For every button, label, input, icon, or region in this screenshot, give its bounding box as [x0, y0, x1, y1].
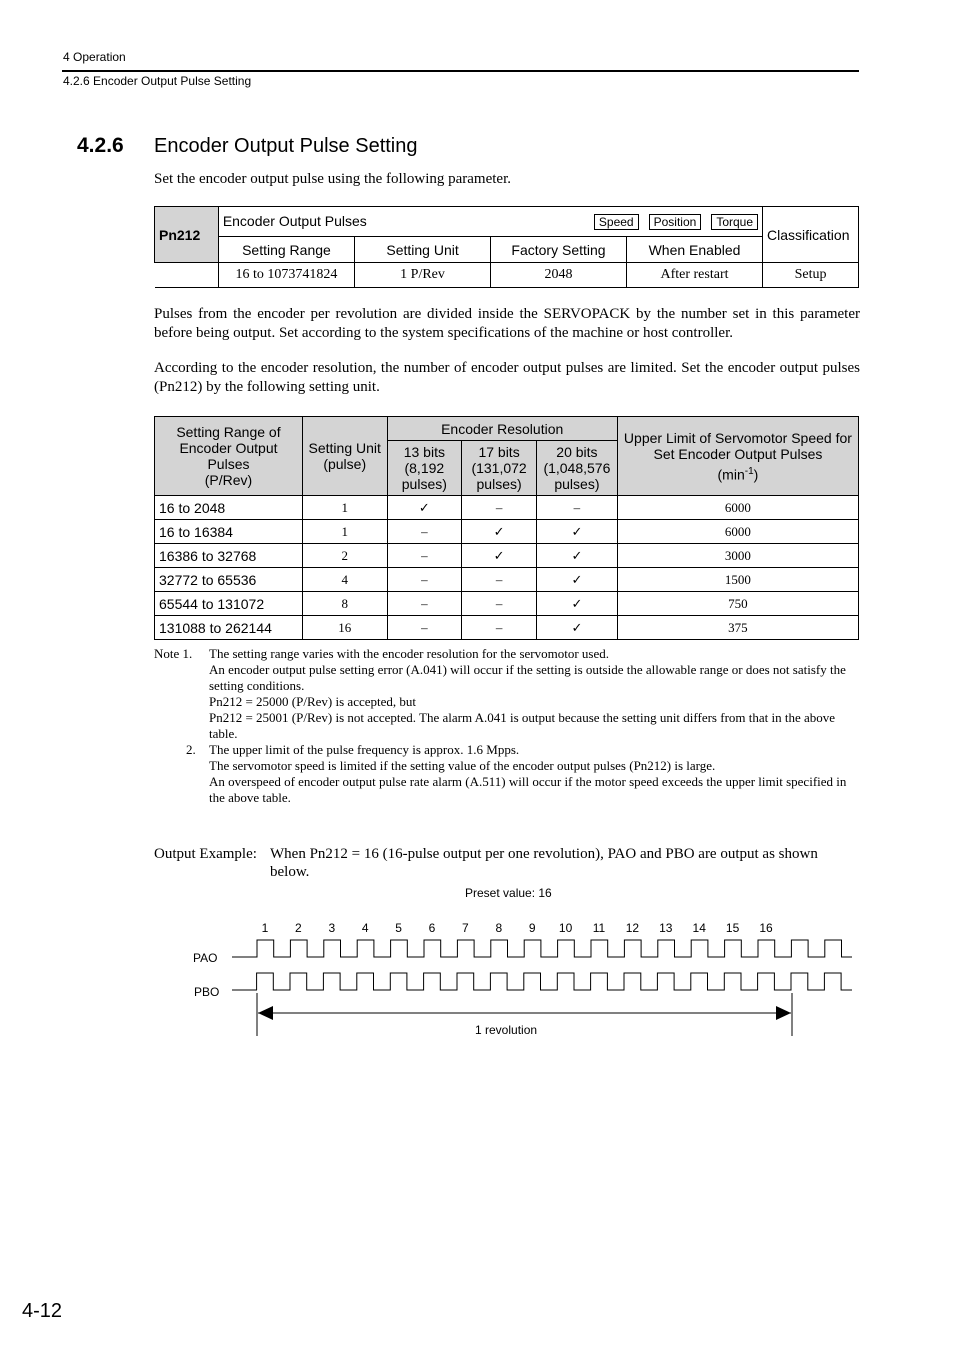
header-17bits: 17 bits (131,072 pulses): [462, 441, 537, 496]
encoder-range-table: [154, 416, 859, 640]
pulse-number: 12: [625, 921, 640, 935]
badge-speed: Speed: [594, 214, 639, 230]
pao-label: PAO: [193, 951, 218, 965]
table-row: 32772 to 65536 4 – – ✓ 1500: [155, 568, 859, 592]
pulse-number: 7: [462, 921, 469, 935]
header-when-enabled: When Enabled: [626, 237, 762, 263]
param-name-cell: [218, 207, 762, 237]
running-header-section: 4.2.6 Encoder Output Pulse Setting: [63, 74, 252, 88]
header-range: Setting Range of Encoder Output Pulses (P/Rev): [155, 417, 303, 496]
table-row: 16386 to 32768 2 – ✓ ✓ 3000: [155, 544, 859, 568]
value-setting-range: 16 to 1073741824: [218, 263, 354, 288]
pulse-number: 1: [261, 921, 269, 935]
note-1: Note 1. The setting range varies with the encoder resolution for the servomotor used. An encoder output pulse setting error (A.041) will occur if the setting is outside the allowable range or does not satisfy the setting conditions. Pn212 = 25000 (P/Rev) is accepted, but Pn212 = 25001 (P/Rev) is not accepted. The alarm A.041 is output because the setting unit differs from that in the above table.: [154, 646, 846, 741]
section-number: 4.2.6: [77, 134, 124, 157]
header-speed: Upper Limit of Servomotor Speed for Set Encoder Output Pulses $(\min^{-1})$: [617, 417, 858, 496]
pbo-label: PBO: [194, 985, 220, 999]
param-badges: [584, 213, 758, 230]
value-setting-unit: 1 P/Rev: [355, 263, 491, 288]
header-20bits: 20 bits (1,048,576 pulses): [536, 441, 617, 496]
pulse-number: 2: [295, 921, 302, 935]
page-number: 4-12: [22, 1300, 63, 1322]
pulse-number: 15: [725, 921, 740, 935]
header-unit: Setting Unit (pulse): [302, 417, 387, 496]
table-row: 16 to 2048 1 ✓ – – 6000: [155, 496, 859, 520]
value-classification: Setup: [763, 263, 859, 288]
pulse-number: 14: [692, 921, 706, 935]
pulse-number: 16: [759, 921, 773, 935]
pulse-number: 6: [428, 921, 436, 935]
table-row: 65544 to 131072 8 – – ✓ 750: [155, 592, 859, 616]
pao-waveform: [232, 940, 852, 957]
badge-position: Position: [649, 214, 702, 230]
revolution-label: 1 revolution: [475, 1023, 538, 1037]
header-setting-range: Setting Range: [218, 237, 354, 263]
pulse-number: 11: [592, 921, 606, 935]
note-2: 2. The upper limit of the pulse frequency is approx. 1.6 Mpps. The servomotor speed is limited if the setting value of the encoder output pulses (Pn212) is large. An overspeed of encoder output pulse rate alarm (A.511) will occur if the motor speed exceeds the upper limit specified in the above table.: [186, 742, 847, 805]
section-title: Encoder Output Pulse Setting: [154, 135, 418, 157]
pulse-number: 3: [328, 921, 336, 935]
pulse-number: 13: [659, 921, 673, 935]
pulse-numbers: [262, 921, 773, 935]
header-setting-unit: Setting Unit: [355, 237, 491, 263]
pulse-number: 8: [495, 921, 503, 935]
pulse-number: 5: [395, 921, 402, 935]
table-row: 131088 to 262144 16 – – ✓ 375: [155, 616, 859, 640]
parameter-table: [154, 206, 859, 288]
badge-torque: Torque: [711, 214, 758, 230]
output-example: Output Example: When Pn212 = 16 (16-pulse output per one revolution), PAO and PBO are output as shown below.: [154, 846, 818, 880]
param-code: Pn212: [155, 207, 219, 263]
pulse-number: 9: [528, 921, 536, 935]
header-13bits: 13 bits (8,192 pulses): [387, 441, 462, 496]
paragraph-2: According to the encoder resolution, the number of encoder output pulses are limited. Set the encoder output pulses (Pn212) by the following setting unit.: [154, 360, 860, 395]
header-resolution: Encoder Resolution: [387, 417, 617, 441]
left-arrowhead: [258, 1006, 273, 1020]
notes: [154, 646, 859, 806]
header-factory-setting: Factory Setting: [491, 237, 627, 263]
running-header-chapter: 4 Operation: [63, 50, 126, 64]
header-rule: [62, 70, 859, 72]
value-factory-setting: 2048: [491, 263, 627, 288]
preset-label: Preset value: 16: [465, 886, 552, 900]
pulse-waveform-diagram: [0, 880, 954, 1050]
value-when-enabled: After restart: [626, 263, 762, 288]
pbo-waveform: [232, 973, 852, 990]
param-name: Encoder Output Pulses: [222, 213, 367, 229]
pulse-number: 4: [361, 921, 369, 935]
right-arrowhead: [776, 1006, 791, 1020]
pulse-number: 10: [558, 921, 573, 935]
paragraph-1: Pulses from the encoder per revolution are divided inside the SERVOPACK by the number set in this parameter before being output. Set according to the system specifications of the machine or host controller.: [154, 306, 860, 341]
classification-header: Classification: [763, 207, 859, 263]
intro-paragraph: Set the encoder output pulse using the following parameter.: [154, 171, 511, 187]
table-row: 16 to 16384 1 – ✓ ✓ 6000: [155, 520, 859, 544]
